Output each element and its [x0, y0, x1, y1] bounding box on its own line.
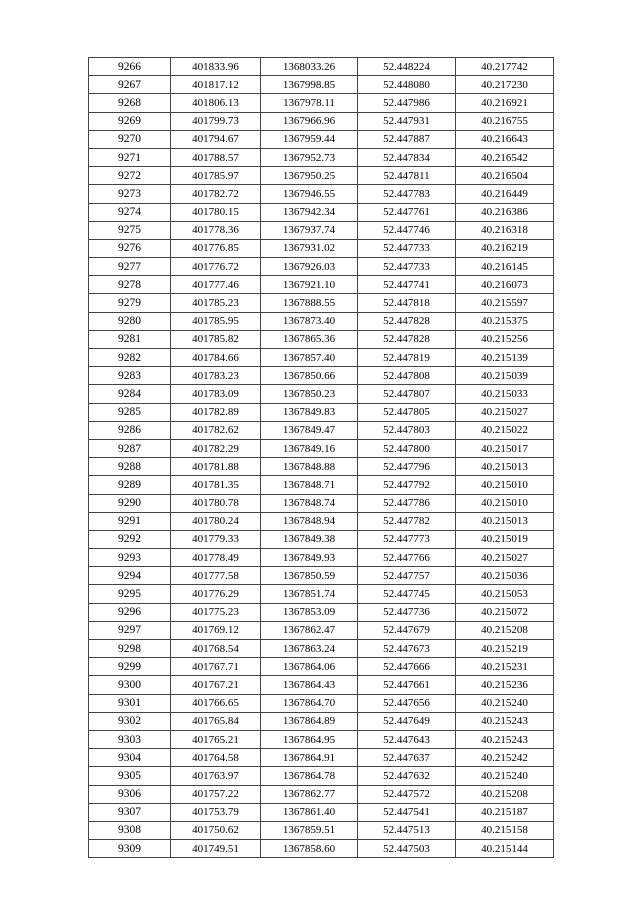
cell-lat: 52.447811 [358, 167, 456, 185]
cell-y: 1367959.44 [261, 130, 358, 148]
cell-point-id: 9295 [89, 585, 171, 603]
cell-y: 1367864.95 [261, 730, 358, 748]
cell-point-id: 9292 [89, 530, 171, 548]
cell-point-id: 9271 [89, 148, 171, 166]
table-row [89, 421, 554, 439]
table-row [89, 767, 554, 785]
cell-point-id: 9305 [89, 767, 171, 785]
cell-y: 1367950.25 [261, 167, 358, 185]
cell-x: 401780.15 [171, 203, 261, 221]
cell-lat: 52.447818 [358, 294, 456, 312]
cell-y: 1367848.94 [261, 512, 358, 530]
cell-lon: 40.215236 [456, 676, 554, 694]
cell-y: 1367849.47 [261, 421, 358, 439]
cell-lat: 52.447931 [358, 112, 456, 130]
cell-x: 401750.62 [171, 821, 261, 839]
cell-point-id: 9307 [89, 803, 171, 821]
cell-point-id: 9272 [89, 167, 171, 185]
table-row [89, 803, 554, 821]
cell-lon: 40.215256 [456, 330, 554, 348]
cell-x: 401784.66 [171, 349, 261, 367]
cell-lon: 40.216318 [456, 221, 554, 239]
cell-point-id: 9300 [89, 676, 171, 694]
cell-point-id: 9299 [89, 658, 171, 676]
cell-y: 1367849.38 [261, 530, 358, 548]
cell-y: 1367864.91 [261, 749, 358, 767]
cell-lat: 52.447632 [358, 767, 456, 785]
cell-point-id: 9288 [89, 458, 171, 476]
cell-x: 401776.85 [171, 239, 261, 257]
cell-y: 1367931.02 [261, 239, 358, 257]
cell-lon: 40.215013 [456, 512, 554, 530]
table-row [89, 530, 554, 548]
cell-lon: 40.216219 [456, 239, 554, 257]
cell-lon: 40.215231 [456, 658, 554, 676]
cell-lat: 52.447807 [358, 385, 456, 403]
cell-lat: 52.447773 [358, 530, 456, 548]
table-row [89, 749, 554, 767]
cell-x: 401765.84 [171, 712, 261, 730]
cell-lat: 52.447808 [358, 367, 456, 385]
cell-x: 401782.89 [171, 403, 261, 421]
cell-lat: 52.447745 [358, 585, 456, 603]
table-row [89, 239, 554, 257]
cell-point-id: 9296 [89, 603, 171, 621]
cell-lon: 40.217230 [456, 76, 554, 94]
cell-lon: 40.216504 [456, 167, 554, 185]
cell-point-id: 9268 [89, 94, 171, 112]
table-row [89, 276, 554, 294]
cell-lon: 40.215240 [456, 694, 554, 712]
table-row [89, 312, 554, 330]
cell-x: 401753.79 [171, 803, 261, 821]
table-row [89, 439, 554, 457]
cell-y: 1367850.23 [261, 385, 358, 403]
cell-y: 1367864.43 [261, 676, 358, 694]
cell-point-id: 9274 [89, 203, 171, 221]
cell-x: 401767.71 [171, 658, 261, 676]
table-body [89, 58, 554, 858]
cell-y: 1367937.74 [261, 221, 358, 239]
table-row [89, 785, 554, 803]
table-row [89, 621, 554, 639]
cell-x: 401780.78 [171, 494, 261, 512]
cell-lon: 40.215053 [456, 585, 554, 603]
cell-y: 1367849.83 [261, 403, 358, 421]
cell-x: 401783.09 [171, 385, 261, 403]
table-row [89, 840, 554, 858]
cell-lon: 40.215208 [456, 621, 554, 639]
cell-y: 1367864.78 [261, 767, 358, 785]
cell-y: 1367848.74 [261, 494, 358, 512]
cell-lon: 40.216073 [456, 276, 554, 294]
cell-x: 401763.97 [171, 767, 261, 785]
cell-y: 1367861.40 [261, 803, 358, 821]
cell-lon: 40.215010 [456, 494, 554, 512]
cell-point-id: 9290 [89, 494, 171, 512]
cell-y: 1367859.51 [261, 821, 358, 839]
table-row [89, 203, 554, 221]
table-row [89, 167, 554, 185]
cell-lat: 52.447649 [358, 712, 456, 730]
cell-y: 1367849.16 [261, 439, 358, 457]
table-row [89, 330, 554, 348]
cell-point-id: 9284 [89, 385, 171, 403]
cell-x: 401769.12 [171, 621, 261, 639]
cell-x: 401782.62 [171, 421, 261, 439]
cell-y: 1367849.93 [261, 549, 358, 567]
cell-x: 401766.65 [171, 694, 261, 712]
cell-lon: 40.215033 [456, 385, 554, 403]
cell-y: 1367848.88 [261, 458, 358, 476]
cell-lat: 52.447733 [358, 239, 456, 257]
cell-x: 401785.97 [171, 167, 261, 185]
cell-y: 1367978.11 [261, 94, 358, 112]
cell-point-id: 9303 [89, 730, 171, 748]
cell-x: 401767.21 [171, 676, 261, 694]
cell-lat: 52.447503 [358, 840, 456, 858]
cell-y: 1367862.77 [261, 785, 358, 803]
cell-lat: 52.447782 [358, 512, 456, 530]
table-row [89, 712, 554, 730]
table-row [89, 458, 554, 476]
cell-y: 1368033.26 [261, 58, 358, 76]
cell-lon: 40.215219 [456, 640, 554, 658]
cell-point-id: 9297 [89, 621, 171, 639]
cell-y: 1367864.06 [261, 658, 358, 676]
cell-lon: 40.215158 [456, 821, 554, 839]
cell-lon: 40.215243 [456, 730, 554, 748]
cell-point-id: 9285 [89, 403, 171, 421]
cell-x: 401778.36 [171, 221, 261, 239]
cell-y: 1367998.85 [261, 76, 358, 94]
cell-x: 401776.72 [171, 258, 261, 276]
cell-point-id: 9302 [89, 712, 171, 730]
cell-lat: 52.447541 [358, 803, 456, 821]
cell-y: 1367873.40 [261, 312, 358, 330]
cell-point-id: 9278 [89, 276, 171, 294]
cell-x: 401794.67 [171, 130, 261, 148]
table-row [89, 603, 554, 621]
cell-point-id: 9291 [89, 512, 171, 530]
table-row [89, 821, 554, 839]
cell-x: 401768.54 [171, 640, 261, 658]
cell-point-id: 9289 [89, 476, 171, 494]
table-row [89, 676, 554, 694]
cell-lon: 40.215243 [456, 712, 554, 730]
cell-lat: 52.447666 [358, 658, 456, 676]
cell-point-id: 9308 [89, 821, 171, 839]
cell-x: 401749.51 [171, 840, 261, 858]
cell-lon: 40.215139 [456, 349, 554, 367]
table-row [89, 585, 554, 603]
cell-x: 401817.12 [171, 76, 261, 94]
cell-lon: 40.216542 [456, 148, 554, 166]
table-row [89, 258, 554, 276]
table-row [89, 221, 554, 239]
cell-point-id: 9270 [89, 130, 171, 148]
cell-lat: 52.447643 [358, 730, 456, 748]
cell-lon: 40.215022 [456, 421, 554, 439]
cell-lon: 40.216643 [456, 130, 554, 148]
table-row [89, 512, 554, 530]
cell-lat: 52.447746 [358, 221, 456, 239]
table-row [89, 148, 554, 166]
cell-lat: 52.447803 [358, 421, 456, 439]
cell-lon: 40.215242 [456, 749, 554, 767]
cell-lat: 52.447673 [358, 640, 456, 658]
cell-y: 1367864.89 [261, 712, 358, 730]
table-row [89, 730, 554, 748]
cell-x: 401781.35 [171, 476, 261, 494]
cell-x: 401780.24 [171, 512, 261, 530]
cell-point-id: 9309 [89, 840, 171, 858]
cell-lat: 52.447887 [358, 130, 456, 148]
cell-lat: 52.447661 [358, 676, 456, 694]
cell-lat: 52.447805 [358, 403, 456, 421]
cell-lon: 40.216921 [456, 94, 554, 112]
cell-x: 401788.57 [171, 148, 261, 166]
cell-lon: 40.216755 [456, 112, 554, 130]
cell-point-id: 9276 [89, 239, 171, 257]
cell-lon: 40.215144 [456, 840, 554, 858]
cell-point-id: 9286 [89, 421, 171, 439]
cell-x: 401806.13 [171, 94, 261, 112]
cell-x: 401785.23 [171, 294, 261, 312]
table-row [89, 185, 554, 203]
table-row [89, 640, 554, 658]
cell-x: 401765.21 [171, 730, 261, 748]
cell-point-id: 9275 [89, 221, 171, 239]
cell-lat: 52.447819 [358, 349, 456, 367]
cell-x: 401776.29 [171, 585, 261, 603]
cell-y: 1367851.74 [261, 585, 358, 603]
cell-lat: 52.447741 [358, 276, 456, 294]
cell-lon: 40.215597 [456, 294, 554, 312]
cell-point-id: 9294 [89, 567, 171, 585]
cell-lon: 40.215039 [456, 367, 554, 385]
cell-x: 401777.58 [171, 567, 261, 585]
cell-x: 401778.49 [171, 549, 261, 567]
cell-lat: 52.447783 [358, 185, 456, 203]
cell-x: 401783.23 [171, 367, 261, 385]
cell-point-id: 9267 [89, 76, 171, 94]
cell-point-id: 9280 [89, 312, 171, 330]
cell-point-id: 9293 [89, 549, 171, 567]
cell-x: 401779.33 [171, 530, 261, 548]
cell-point-id: 9283 [89, 367, 171, 385]
cell-lat: 52.448080 [358, 76, 456, 94]
cell-lat: 52.447757 [358, 567, 456, 585]
cell-point-id: 9304 [89, 749, 171, 767]
cell-point-id: 9273 [89, 185, 171, 203]
cell-y: 1367858.60 [261, 840, 358, 858]
cell-point-id: 9282 [89, 349, 171, 367]
cell-y: 1367850.59 [261, 567, 358, 585]
cell-lat: 52.447679 [358, 621, 456, 639]
cell-lon: 40.215019 [456, 530, 554, 548]
cell-x: 401777.46 [171, 276, 261, 294]
cell-y: 1367850.66 [261, 367, 358, 385]
cell-lon: 40.216145 [456, 258, 554, 276]
table-row [89, 567, 554, 585]
table-row [89, 385, 554, 403]
cell-lon: 40.215010 [456, 476, 554, 494]
cell-lat: 52.447828 [358, 312, 456, 330]
cell-x: 401785.82 [171, 330, 261, 348]
cell-point-id: 9306 [89, 785, 171, 803]
cell-lon: 40.215187 [456, 803, 554, 821]
table-row [89, 349, 554, 367]
cell-lat: 52.447656 [358, 694, 456, 712]
cell-x: 401782.29 [171, 439, 261, 457]
cell-lon: 40.215027 [456, 403, 554, 421]
cell-lat: 52.447800 [358, 439, 456, 457]
table-row [89, 476, 554, 494]
cell-x: 401764.58 [171, 749, 261, 767]
cell-x: 401799.73 [171, 112, 261, 130]
cell-lon: 40.215017 [456, 439, 554, 457]
cell-lat: 52.447572 [358, 785, 456, 803]
cell-point-id: 9277 [89, 258, 171, 276]
cell-lon: 40.215375 [456, 312, 554, 330]
cell-lat: 52.447828 [358, 330, 456, 348]
cell-y: 1367888.55 [261, 294, 358, 312]
cell-lat: 52.447786 [358, 494, 456, 512]
cell-y: 1367966.96 [261, 112, 358, 130]
cell-lon: 40.215036 [456, 567, 554, 585]
cell-point-id: 9279 [89, 294, 171, 312]
coordinates-table [88, 57, 554, 858]
cell-point-id: 9269 [89, 112, 171, 130]
cell-x: 401775.23 [171, 603, 261, 621]
table-row [89, 494, 554, 512]
table-row [89, 694, 554, 712]
cell-lon: 40.216386 [456, 203, 554, 221]
table-row [89, 367, 554, 385]
cell-y: 1367926.03 [261, 258, 358, 276]
cell-lat: 52.447796 [358, 458, 456, 476]
cell-lat: 52.447986 [358, 94, 456, 112]
cell-x: 401782.72 [171, 185, 261, 203]
cell-x: 401833.96 [171, 58, 261, 76]
cell-lat: 52.447792 [358, 476, 456, 494]
cell-lon: 40.215240 [456, 767, 554, 785]
cell-y: 1367848.71 [261, 476, 358, 494]
cell-y: 1367946.55 [261, 185, 358, 203]
cell-lon: 40.217742 [456, 58, 554, 76]
cell-x: 401785.95 [171, 312, 261, 330]
table-row [89, 294, 554, 312]
table-row [89, 58, 554, 76]
cell-y: 1367863.24 [261, 640, 358, 658]
cell-point-id: 9298 [89, 640, 171, 658]
cell-lat: 52.447761 [358, 203, 456, 221]
cell-x: 401757.22 [171, 785, 261, 803]
cell-y: 1367942.34 [261, 203, 358, 221]
table-row [89, 94, 554, 112]
table-row [89, 403, 554, 421]
cell-x: 401781.88 [171, 458, 261, 476]
cell-point-id: 9281 [89, 330, 171, 348]
cell-point-id: 9301 [89, 694, 171, 712]
table-row [89, 76, 554, 94]
cell-lat: 52.447736 [358, 603, 456, 621]
table-row [89, 130, 554, 148]
table-row [89, 112, 554, 130]
cell-lat: 52.447766 [358, 549, 456, 567]
cell-y: 1367952.73 [261, 148, 358, 166]
cell-point-id: 9266 [89, 58, 171, 76]
cell-lat: 52.448224 [358, 58, 456, 76]
cell-y: 1367853.09 [261, 603, 358, 621]
cell-lon: 40.215072 [456, 603, 554, 621]
cell-y: 1367864.70 [261, 694, 358, 712]
cell-y: 1367857.40 [261, 349, 358, 367]
cell-point-id: 9287 [89, 439, 171, 457]
cell-y: 1367921.10 [261, 276, 358, 294]
cell-lon: 40.215027 [456, 549, 554, 567]
cell-lon: 40.215208 [456, 785, 554, 803]
cell-y: 1367865.36 [261, 330, 358, 348]
table-row [89, 549, 554, 567]
cell-y: 1367862.47 [261, 621, 358, 639]
cell-lat: 52.447834 [358, 148, 456, 166]
cell-lon: 40.215013 [456, 458, 554, 476]
table-row [89, 658, 554, 676]
cell-lat: 52.447513 [358, 821, 456, 839]
cell-lat: 52.447637 [358, 749, 456, 767]
cell-lon: 40.216449 [456, 185, 554, 203]
cell-lat: 52.447733 [358, 258, 456, 276]
